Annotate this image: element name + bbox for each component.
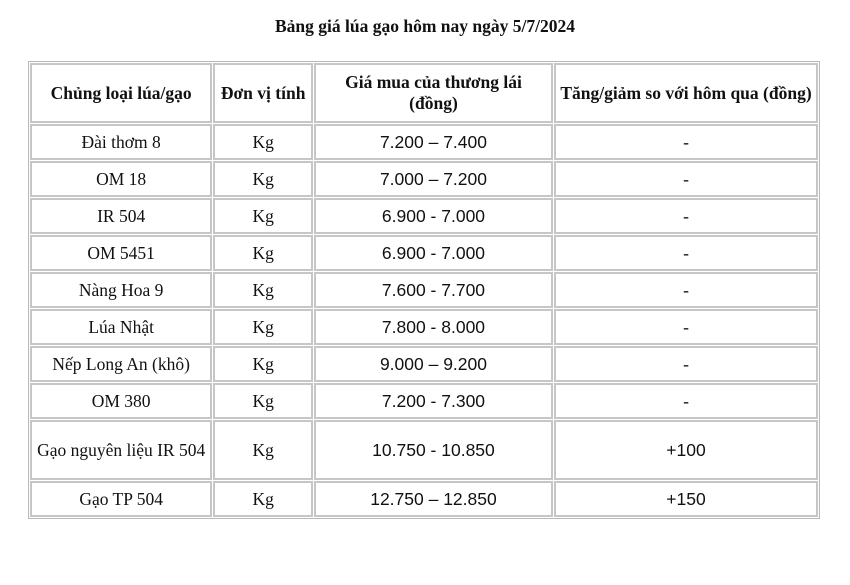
cell-type: Gạo nguyên liệu IR 504 [30,420,212,480]
cell-price: 7.600 - 7.700 [314,272,553,308]
header-price: Giá mua của thương lái (đồng) [314,63,553,123]
cell-unit: Kg [213,309,313,345]
table-row [30,309,818,345]
cell-unit: Kg [213,420,313,480]
cell-price: 7.800 - 8.000 [314,309,553,345]
table-row [30,383,818,419]
cell-change: - [554,198,818,234]
cell-price: 7.200 - 7.300 [314,383,553,419]
cell-change: - [554,235,818,271]
table-row [30,420,818,480]
cell-price: 7.000 – 7.200 [314,161,553,197]
cell-price: 6.900 - 7.000 [314,235,553,271]
header-type: Chủng loại lúa/gạo [30,63,212,123]
cell-change: - [554,161,818,197]
cell-change: - [554,383,818,419]
cell-type: Nếp Long An (khô) [30,346,212,382]
cell-type: Đài thơm 8 [30,124,212,160]
cell-unit: Kg [213,235,313,271]
cell-unit: Kg [213,161,313,197]
cell-type: Nàng Hoa 9 [30,272,212,308]
header-unit: Đơn vị tính [213,63,313,123]
cell-unit: Kg [213,198,313,234]
cell-change: - [554,124,818,160]
cell-unit: Kg [213,124,313,160]
page-title: Bảng giá lúa gạo hôm nay ngày 5/7/2024 [275,16,575,36]
cell-type: OM 18 [30,161,212,197]
table-row [30,124,818,160]
table-row [30,346,818,382]
table-row [30,161,818,197]
cell-type: OM 5451 [30,235,212,271]
cell-price: 12.750 – 12.850 [314,481,553,517]
cell-unit: Kg [213,272,313,308]
cell-type: IR 504 [30,198,212,234]
cell-type: OM 380 [30,383,212,419]
cell-unit: Kg [213,346,313,382]
cell-change: +100 [554,420,818,480]
cell-price: 6.900 - 7.000 [314,198,553,234]
header-change: Tăng/giảm so với hôm qua (đồng) [554,63,818,123]
table-row [30,235,818,271]
cell-price: 7.200 – 7.400 [314,124,553,160]
cell-change: - [554,272,818,308]
cell-change: +150 [554,481,818,517]
cell-change: - [554,346,818,382]
table-header-row [30,63,818,123]
cell-type: Gạo TP 504 [30,481,212,517]
table-row [30,481,818,517]
table-row [30,198,818,234]
cell-change: - [554,309,818,345]
cell-unit: Kg [213,383,313,419]
table-row [30,272,818,308]
cell-price: 9.000 – 9.200 [314,346,553,382]
cell-price: 10.750 - 10.850 [314,420,553,480]
cell-unit: Kg [213,481,313,517]
cell-type: Lúa Nhật [30,309,212,345]
rice-price-table [28,61,820,519]
